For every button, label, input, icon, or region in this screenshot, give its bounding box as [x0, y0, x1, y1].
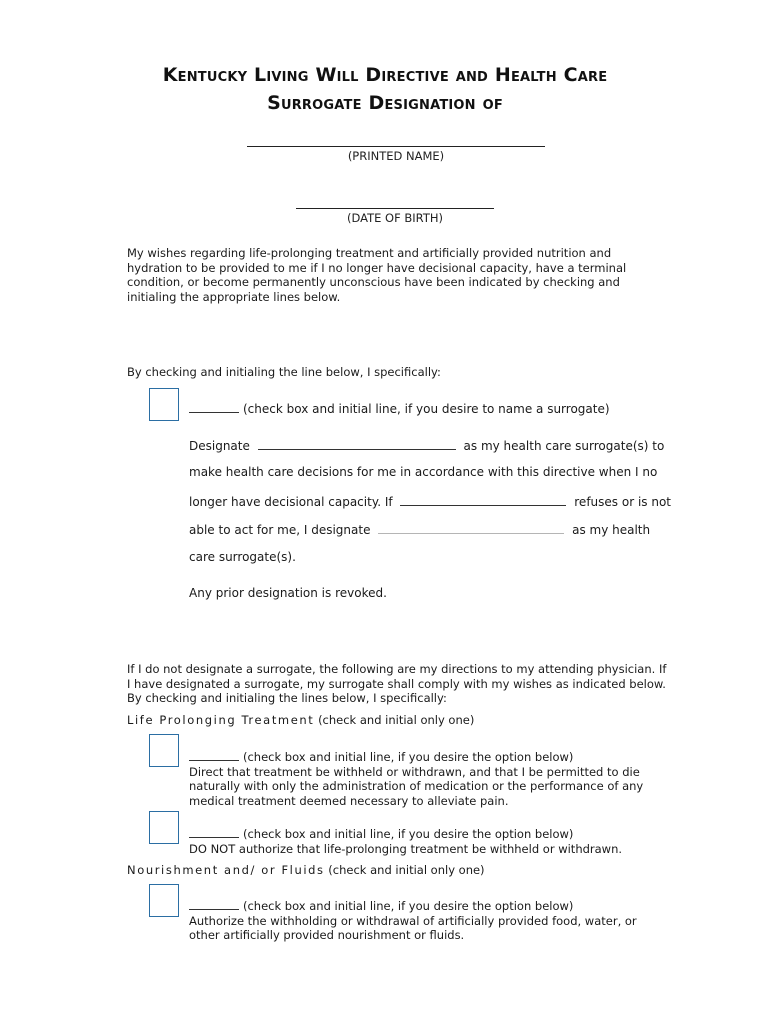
nourishment-heading-note: (check and initial only one) [328, 863, 485, 877]
option-2-text: DO NOT authorize that life-prolonging treatment be withheld or withdrawn. [189, 841, 623, 856]
option-3-label: (check box and initial line, if you desire the option below) [243, 899, 574, 913]
document-title-line-1: Kentucky Living Will Directive and Health Care [162, 64, 608, 86]
option-2-initial-line[interactable] [189, 825, 239, 838]
designate-surrogate-line[interactable] [258, 437, 456, 450]
surrogate-option-text: (check box and initial line, if you desire to name a surrogate) [243, 402, 610, 416]
surrogate-lead: By checking and initialing the line below, I specifically: [127, 365, 441, 379]
intro-paragraph: My wishes regarding life-prolonging treatment and artificially provided nutrition and hydration to be provided to me if I no longer have decisional capacity, have a terminal condition, or become permanently unconscious have been indicated by checking and initialing the appropriate lines below. [127, 246, 627, 304]
option-1-initial-line[interactable] [189, 748, 239, 761]
surrogate-initial-line[interactable] [189, 400, 239, 413]
option-1-text: Direct that treatment be withheld or withdrawn, and that I be permitted to die naturally with only the administration of medication or the performance of any medical treatment deemed necessary to alleviate pain. [189, 764, 644, 808]
primary-surrogate-name-line[interactable] [400, 493, 566, 506]
surrogate-option-row [189, 400, 610, 416]
life-prolonging-heading [127, 713, 474, 727]
nourishment-heading-title: Nourishment and/ or Fluids [127, 863, 325, 877]
withhold-treatment-checkbox[interactable] [149, 734, 179, 767]
surrogate-checkbox[interactable] [149, 388, 179, 421]
prior-designation-revoked: Any prior designation is revoked. [189, 586, 387, 600]
life-prolonging-heading-title: Life Prolonging Treatment [127, 713, 315, 727]
designate-row [189, 437, 664, 453]
printed-name-line[interactable] [247, 146, 545, 147]
surrogate-line-5: care surrogate(s). [189, 550, 296, 564]
date-of-birth-line[interactable] [296, 208, 494, 209]
option-2-label: (check box and initial line, if you desire the option below) [243, 827, 574, 841]
date-of-birth-label: (DATE OF BIRTH) [347, 211, 443, 225]
option-3-text: Authorize the withholding or withdrawal of artificially provided food, water, or other artificially provided nourishment or fluids. [189, 913, 637, 942]
nourishment-heading [127, 863, 485, 877]
as-surrogate-text: as my health care surrogate(s) to [463, 439, 665, 453]
alternate-surrogate-line[interactable] [378, 521, 564, 534]
surrogate-line-3 [189, 493, 671, 509]
option-3-block [189, 897, 659, 943]
document-title-line-2: Surrogate Designation of [267, 92, 503, 114]
surrogate-line-3-start: longer have decisional capacity. If [189, 495, 393, 509]
surrogate-line-4 [189, 521, 650, 537]
option-1-block [189, 748, 659, 808]
withhold-nourishment-checkbox[interactable] [149, 884, 179, 917]
surrogate-line-4-start: able to act for me, I designate [189, 523, 371, 537]
directions-paragraph: If I do not designate a surrogate, the following are my directions to my attending physician. If I have designated a surrogate, my surrogate shall comply with my wishes as indicated below. By checking and initialing the lines below, I specifically: [127, 662, 667, 705]
option-2-block [189, 825, 659, 856]
printed-name-label: (PRINTED NAME) [347, 149, 445, 163]
designate-label: Designate [189, 439, 250, 453]
surrogate-line-4-end: as my health [572, 523, 651, 537]
option-1-label: (check box and initial line, if you desire the option below) [243, 750, 574, 764]
surrogate-line-3-end: refuses or is not [574, 495, 671, 509]
do-not-withhold-checkbox[interactable] [149, 811, 179, 844]
option-3-initial-line[interactable] [189, 897, 239, 910]
life-prolonging-heading-note: (check and initial only one) [318, 713, 475, 727]
surrogate-line-2: make health care decisions for me in accordance with this directive when I no [189, 465, 658, 479]
